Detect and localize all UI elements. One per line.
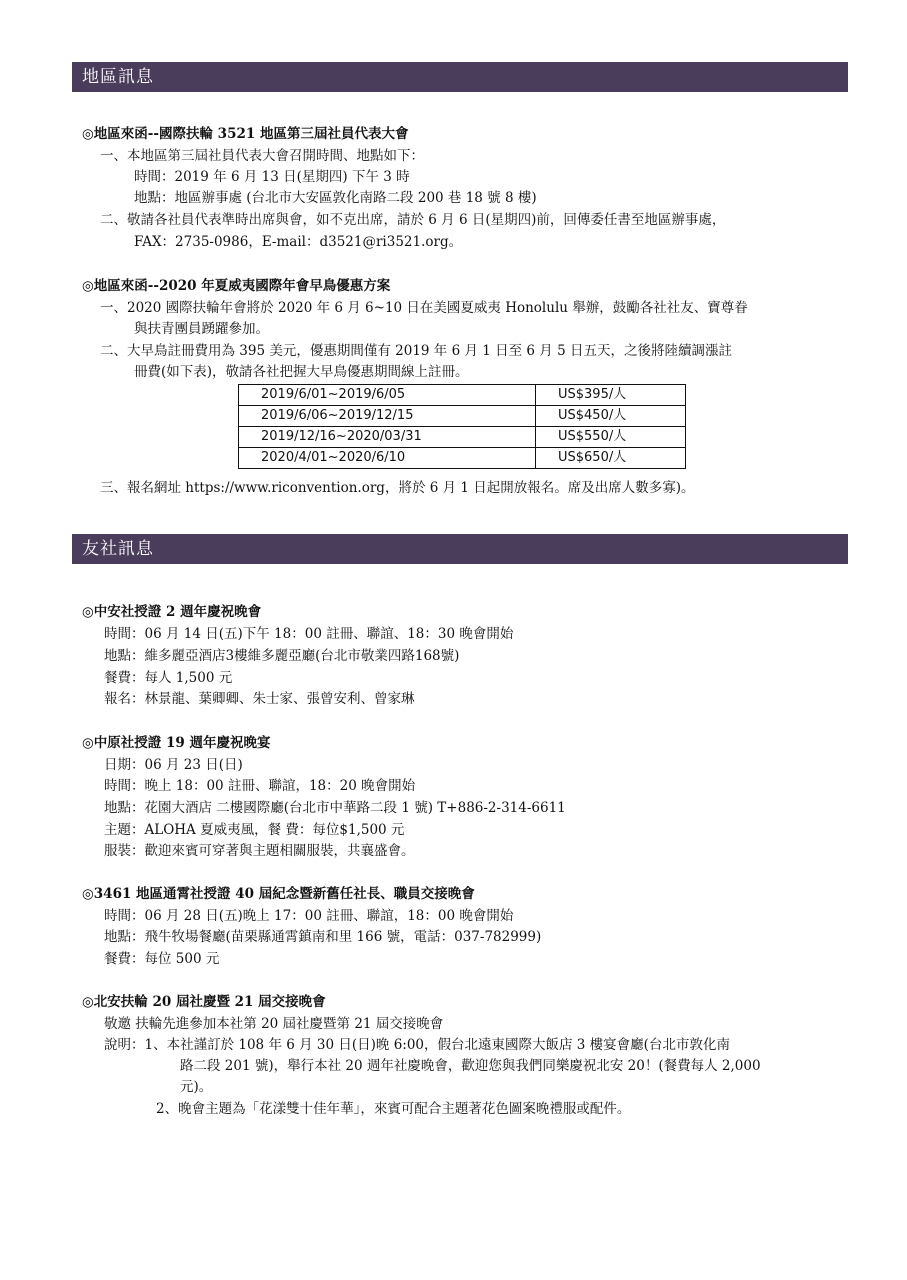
event-title-zhongyuan: ◎中原社授證 19 週年慶祝晚宴 (82, 735, 271, 751)
event-line: 日期：06 月 23 日(日) (104, 757, 243, 773)
notice-line: 二、敬請各社員代表準時出席與會，如不克出席，請於 6 月 6 日(星期四)前，回傳委任書至地區辦事處， (100, 212, 726, 228)
notice-line: 三、報名網址 https://www.riconvention.org，將於 6 月 1 日起開放報名。席及出席人數多寡)。 (100, 480, 695, 496)
table-row (239, 406, 686, 427)
event-line: 餐費：每人 1,500 元 (104, 670, 233, 686)
fee-period: 2020/4/01~2020/6/10 (239, 448, 536, 469)
event-line: 時間：晚上 18：00 註冊、聯誼，18：20 晚會開始 (104, 778, 416, 794)
notice-title-convention: ◎地區來函--2020 年夏威夷國際年會早鳥優惠方案 (82, 278, 391, 294)
event-line: 時間：06 月 28 日(五)晚上 17：00 註冊、聯誼，18：00 晚會開始 (104, 908, 514, 924)
fee-period: 2019/12/16~2020/03/31 (239, 427, 536, 448)
table-row (239, 448, 686, 469)
event-title-zhongan: ◎中安社授證 2 週年慶祝晚會 (82, 604, 262, 620)
fee-period: 2019/6/06~2019/12/15 (239, 406, 536, 427)
event-line: 敬邀 扶輪先進參加本社第 20 屆社慶暨第 21 屆交接晚會 (104, 1016, 444, 1032)
event-line: 地點：花園大酒店 二樓國際廳(台北市中華路二段 1 號) T+886-2-314-6611 (104, 800, 566, 816)
event-line: 說明：1、本社謹訂於 108 年 6 月 30 日(日)晚 6:00，假台北遠東國際大飯店 3 樓宴會廳(台北市敦化南 (104, 1037, 730, 1053)
notice-line: 地點：地區辦事處 (台北市大安區敦化南路二段 200 巷 18 號 8 樓) (134, 190, 537, 206)
fee-price: US$395/人 (536, 385, 686, 406)
fee-price: US$450/人 (536, 406, 686, 427)
event-line: 元)。 (180, 1079, 213, 1095)
notice-line: 一、本地區第三屆社員代表大會召開時間、地點如下： (100, 148, 424, 164)
event-line: 報名：林景龍、葉卿卿、朱士家、張曾安利、曾家琳 (104, 691, 415, 707)
notice-title-delegates-assembly: ◎地區來函--國際扶輪 3521 地區第三屆社員代表大會 (82, 126, 409, 142)
event-title-beian: ◎北安扶輪 20 屆社慶暨 21 屆交接晚會 (82, 994, 326, 1010)
event-line: 時間：06 月 14 日(五)下午 18：00 註冊、聯誼、18：30 晚會開始 (104, 626, 514, 642)
event-line: 主題：ALOHA 夏威夷風，餐 費：每位$1,500 元 (104, 822, 405, 838)
table-row (239, 427, 686, 448)
event-line: 地點：維多麗亞酒店3樓維多麗亞廳(台北市敬業四路168號) (104, 648, 460, 664)
fee-price: US$650/人 (536, 448, 686, 469)
event-line: 服裝：歡迎來賓可穿著與主題相關服裝，共襄盛會。 (104, 843, 415, 859)
section-header-district: 地區訊息 (72, 62, 848, 92)
notice-line: 與扶青團員踴躍參加。 (134, 321, 269, 337)
event-line: 路二段 201 號)，舉行本社 20 週年社慶晚會，歡迎您與我們同樂慶祝北安 20！(餐費每人 2,000 (180, 1058, 761, 1074)
notice-line: 時間：2019 年 6 月 13 日(星期四) 下午 3 時 (134, 169, 410, 185)
event-line: 2、晚會主題為「花漾雙十佳年華」，來賓可配合主題著花色圖案晚禮服或配件。 (156, 1101, 631, 1117)
event-line: 餐費：每位 500 元 (104, 951, 220, 967)
notice-line: 一、2020 國際扶輪年會將於 2020 年 6 月 6~10 日在美國夏威夷 Honolulu 舉辦，鼓勵各社社友、寶尊眷 (100, 300, 748, 316)
event-title-tongxiao: ◎3461 地區通霄社授證 40 屆紀念暨新舊任社長、職員交接晚會 (82, 886, 475, 902)
notice-line: 冊費(如下表)，敬請各社把握大早鳥優惠期間線上註冊。 (134, 364, 469, 380)
notice-line: 二、大早鳥註冊費用為 395 美元，優惠期間僅有 2019 年 6 月 1 日至 6 月 5 日五天，之後將陸續調漲註 (100, 343, 732, 359)
section-header-clubs: 友社訊息 (72, 534, 848, 564)
fee-period: 2019/6/01~2019/6/05 (239, 385, 536, 406)
notice-line: FAX：2735-0986，E-mail：d3521@ri3521.org。 (134, 234, 463, 250)
event-line: 地點：飛牛牧場餐廳(苗栗縣通霄鎮南和里 166 號，電話：037-782999) (104, 929, 542, 945)
registration-fee-table (238, 384, 686, 469)
fee-price: US$550/人 (536, 427, 686, 448)
table-row (239, 385, 686, 406)
